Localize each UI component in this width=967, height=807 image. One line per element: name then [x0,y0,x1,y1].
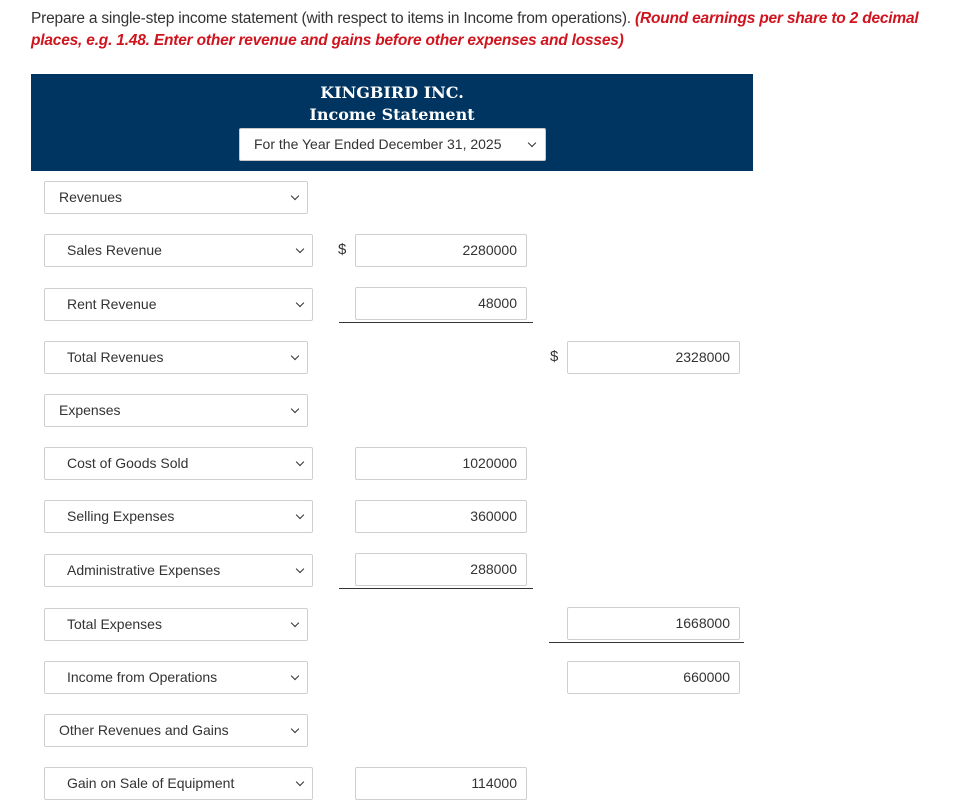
company-name: KINGBIRD INC. [320,83,464,102]
administrative-expenses-input[interactable]: 288000 [355,553,527,586]
rent-revenue-select[interactable] [44,288,313,321]
chevron-down-icon [528,139,536,147]
gain-on-sale-of-equipment-select[interactable] [44,767,313,800]
total-expenses-select[interactable] [44,608,308,641]
subtotal-underline [549,642,744,643]
subtotal-underline [339,588,533,589]
selling-expenses-input[interactable]: 360000 [355,500,527,533]
chevron-down-icon [296,245,304,253]
chevron-down-icon [291,672,299,680]
sales-revenue-label: Sales Revenue [67,242,162,258]
subtotal-underline [339,322,533,323]
chevron-down-icon [296,778,304,786]
sales-revenue-select[interactable] [44,234,313,267]
total-expenses-label: Total Expenses [67,616,162,632]
expenses-select[interactable] [44,394,308,427]
instructions [31,8,951,52]
statement-title: Income Statement [309,105,475,124]
chevron-down-icon [291,619,299,627]
chevron-down-icon [296,458,304,466]
total-revenues-label: Total Revenues [67,349,164,365]
sales-revenue-dollar-sign: $ [338,241,347,258]
chevron-down-icon [296,299,304,307]
gain-on-sale-of-equipment-input[interactable]: 114000 [355,767,527,800]
cost-of-goods-sold-input[interactable]: 1020000 [355,447,527,480]
other-revenues-and-gains-label: Other Revenues and Gains [59,722,229,738]
cost-of-goods-sold-select[interactable] [44,447,313,480]
total-revenues-dollar-sign: $ [550,348,559,365]
total-revenues-input[interactable]: 2328000 [567,341,740,374]
statement-header [31,74,753,171]
selling-expenses-label: Selling Expenses [67,508,175,524]
administrative-expenses-label: Administrative Expenses [67,562,221,578]
total-revenues-select[interactable] [44,341,308,374]
cost-of-goods-sold-label: Cost of Goods Sold [67,455,189,471]
revenues-select[interactable] [44,181,308,214]
income-from-operations-input[interactable]: 660000 [567,661,740,694]
rent-revenue-label: Rent Revenue [67,296,157,312]
income-from-operations-select[interactable] [44,661,308,694]
rent-revenue-input[interactable]: 48000 [355,287,527,320]
selling-expenses-select[interactable] [44,500,313,533]
chevron-down-icon [291,405,299,413]
administrative-expenses-select[interactable] [44,554,313,587]
income-from-operations-label: Income from Operations [67,669,218,685]
chevron-down-icon [296,511,304,519]
instructions-emphasis: (Round earnings per share to 2 decimal places, e.g. 1.48. Enter other revenue and gains before other expenses and losses) [31,10,919,49]
revenues-label: Revenues [59,189,123,205]
chevron-down-icon [291,352,299,360]
other-revenues-and-gains-select[interactable] [44,714,308,747]
sales-revenue-input[interactable]: 2280000 [355,234,527,267]
instructions-text: Prepare a single-step income statement (with respect to items in Income from operations). [31,10,635,27]
chevron-down-icon [296,565,304,573]
chevron-down-icon [291,192,299,200]
gain-on-sale-of-equipment-label: Gain on Sale of Equipment [67,775,235,791]
total-expenses-input[interactable]: 1668000 [567,607,740,640]
chevron-down-icon [291,725,299,733]
period-select[interactable] [239,128,546,161]
expenses-label: Expenses [59,402,121,418]
period-select-value: For the Year Ended December 31, 2025 [254,136,502,152]
